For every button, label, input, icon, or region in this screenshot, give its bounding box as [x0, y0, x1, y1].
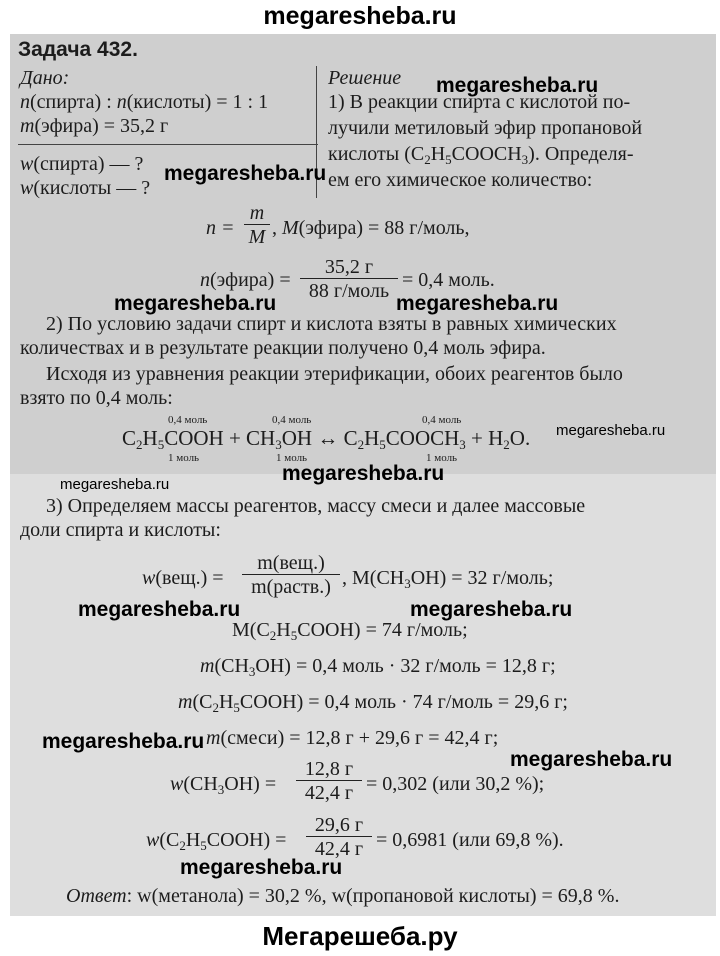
reaction-water: $H_2O$.	[488, 426, 531, 452]
watermark: megaresheba.ru	[396, 292, 559, 315]
given-label: Дано:	[20, 67, 70, 89]
answer-text: : w(метанола) = 30,2 %, w(пропановой кислоты) = 69,8 %.	[126, 885, 620, 907]
formula-n-num: m	[249, 202, 265, 224]
w-formula-rhs: , $M(CH_3OH) = 32$ г/моль;	[342, 567, 554, 591]
w-acid-num: 29,6 г	[314, 814, 364, 836]
w-methanol-den: 42,4 г	[296, 780, 362, 804]
answer-label: Ответ	[66, 885, 127, 907]
reaction-plus: +	[228, 426, 241, 450]
step3-line2: доли спирта и кислоты:	[20, 519, 221, 541]
watermark: megaresheba.ru	[282, 462, 445, 485]
step3-line1: 3) Определяем массы реагентов, массу смеси и далее массовые	[46, 495, 586, 517]
task-title: Задача 432.	[18, 38, 138, 61]
calc-n-fraction	[300, 256, 398, 302]
w-methanol-lhs: $w(CH_3OH)$ =	[170, 773, 277, 797]
step2-line2: количествах и в результате реакции получено 0,4 моль эфира.	[20, 337, 546, 359]
calc-n-lhs: n(эфира) =	[200, 269, 291, 291]
watermark: megaresheba.ru	[114, 292, 277, 315]
w-methanol-fraction	[296, 758, 362, 804]
calc-n-den: 88 г/моль	[300, 278, 398, 302]
answer	[66, 884, 619, 908]
w-methanol-rhs: = 0,302 (или 30,2 %);	[366, 773, 545, 795]
reaction-ester: $C_2H_5COOCH_3$	[343, 426, 466, 452]
mass-methanol: $m(CH_3OH) = 0,4$ моль · 32 г/моль = 12,8 г;	[200, 655, 556, 679]
watermark: megaresheba.ru	[436, 74, 599, 97]
given-ratio: n(спирта) : n(кислоты) = 1 : 1	[20, 91, 269, 113]
reaction-alcohol-below: 1 моль	[276, 452, 308, 464]
reaction-alcohol: $CH_3OH$	[246, 426, 313, 452]
reaction-acid-above: 0,4 моль	[168, 414, 208, 426]
given-divider	[18, 144, 318, 145]
find-alcohol: w(спирта) — ?	[20, 153, 144, 175]
watermark: megaresheba.ru	[510, 748, 673, 771]
mass-acid: $m(C_2H_5COOH) = 0,4$ моль · 74 г/моль = 29,6 г;	[178, 691, 568, 715]
step2b-line2: взято по 0,4 моль:	[20, 387, 173, 409]
step1-line3: кислоты $(C_2H_5COOCH_3)$. Определя-	[328, 143, 634, 167]
reaction-alcohol-above: 0,4 моль	[272, 414, 312, 426]
watermark: megaresheba.ru	[180, 856, 343, 879]
formula-n-fraction	[244, 202, 270, 248]
w-formula-den: m(раств.)	[242, 574, 340, 598]
w-acid-den: 42,4 г	[306, 836, 372, 860]
reaction-equation	[122, 426, 530, 450]
mass-mixture: m(смеси) = 12,8 г + 29,6 г = 42,4 г;	[206, 727, 499, 749]
w-formula-lhs: w(вещ.) =	[142, 567, 224, 589]
calc-n-rhs: = 0,4 моль.	[402, 269, 495, 291]
site-header[interactable]: megaresheba.ru	[263, 2, 457, 30]
molar-mass-acid: $M(C_2H_5COOH) = 74$ г/моль;	[232, 619, 468, 643]
watermark: megaresheba.ru	[78, 598, 241, 621]
reaction-ester-below: 1 моль	[426, 452, 458, 464]
w-formula-fraction	[242, 552, 340, 598]
watermark: megaresheba.ru	[556, 422, 666, 439]
formula-n-den: M	[244, 224, 270, 248]
step2-line1: 2) По условию задачи спирт и кислота взяты в равных химических	[46, 313, 617, 335]
formula-n-lhs: n =	[206, 217, 235, 239]
step1-line2: лучили метиловый эфир пропановой	[328, 117, 643, 139]
watermark: megaresheba.ru	[60, 476, 170, 493]
step1-line4: ем его химическое количество:	[328, 169, 593, 191]
reaction-acid-below: 1 моль	[168, 452, 200, 464]
w-acid-fraction	[306, 814, 372, 860]
solution-label: Решение	[328, 67, 402, 89]
reaction-acid: $C_2H_5COOH$	[122, 426, 224, 452]
site-footer[interactable]: Мегарешеба.ру	[262, 921, 458, 951]
find-acid: w(кислоты — ?	[20, 177, 151, 199]
textbook-page	[10, 34, 716, 916]
given-mass: m(эфира) = 35,2 г	[20, 115, 169, 137]
reaction-arrow: ↔	[317, 426, 339, 450]
step1-line1: 1) В реакции спирта с кислотой по-	[328, 91, 631, 113]
step2b-line1: Исходя из уравнения реакции этерификации, обоих реагентов было	[46, 363, 623, 385]
reaction-plus-water: +	[471, 426, 483, 450]
w-acid-rhs: = 0,6981 (или 69,8 %).	[376, 829, 564, 851]
watermark: megaresheba.ru	[42, 730, 205, 753]
calc-n-num: 35,2 г	[324, 256, 374, 278]
watermark: megaresheba.ru	[164, 162, 327, 185]
watermark: megaresheba.ru	[410, 598, 573, 621]
w-formula-num: m(вещ.)	[257, 552, 325, 574]
reaction-ester-above: 0,4 моль	[422, 414, 462, 426]
w-acid-lhs: $w(C_2H_5COOH)$ =	[146, 829, 287, 853]
w-methanol-num: 12,8 г	[304, 758, 354, 780]
formula-n-rhs: , M(эфира) = 88 г/моль,	[272, 217, 470, 239]
